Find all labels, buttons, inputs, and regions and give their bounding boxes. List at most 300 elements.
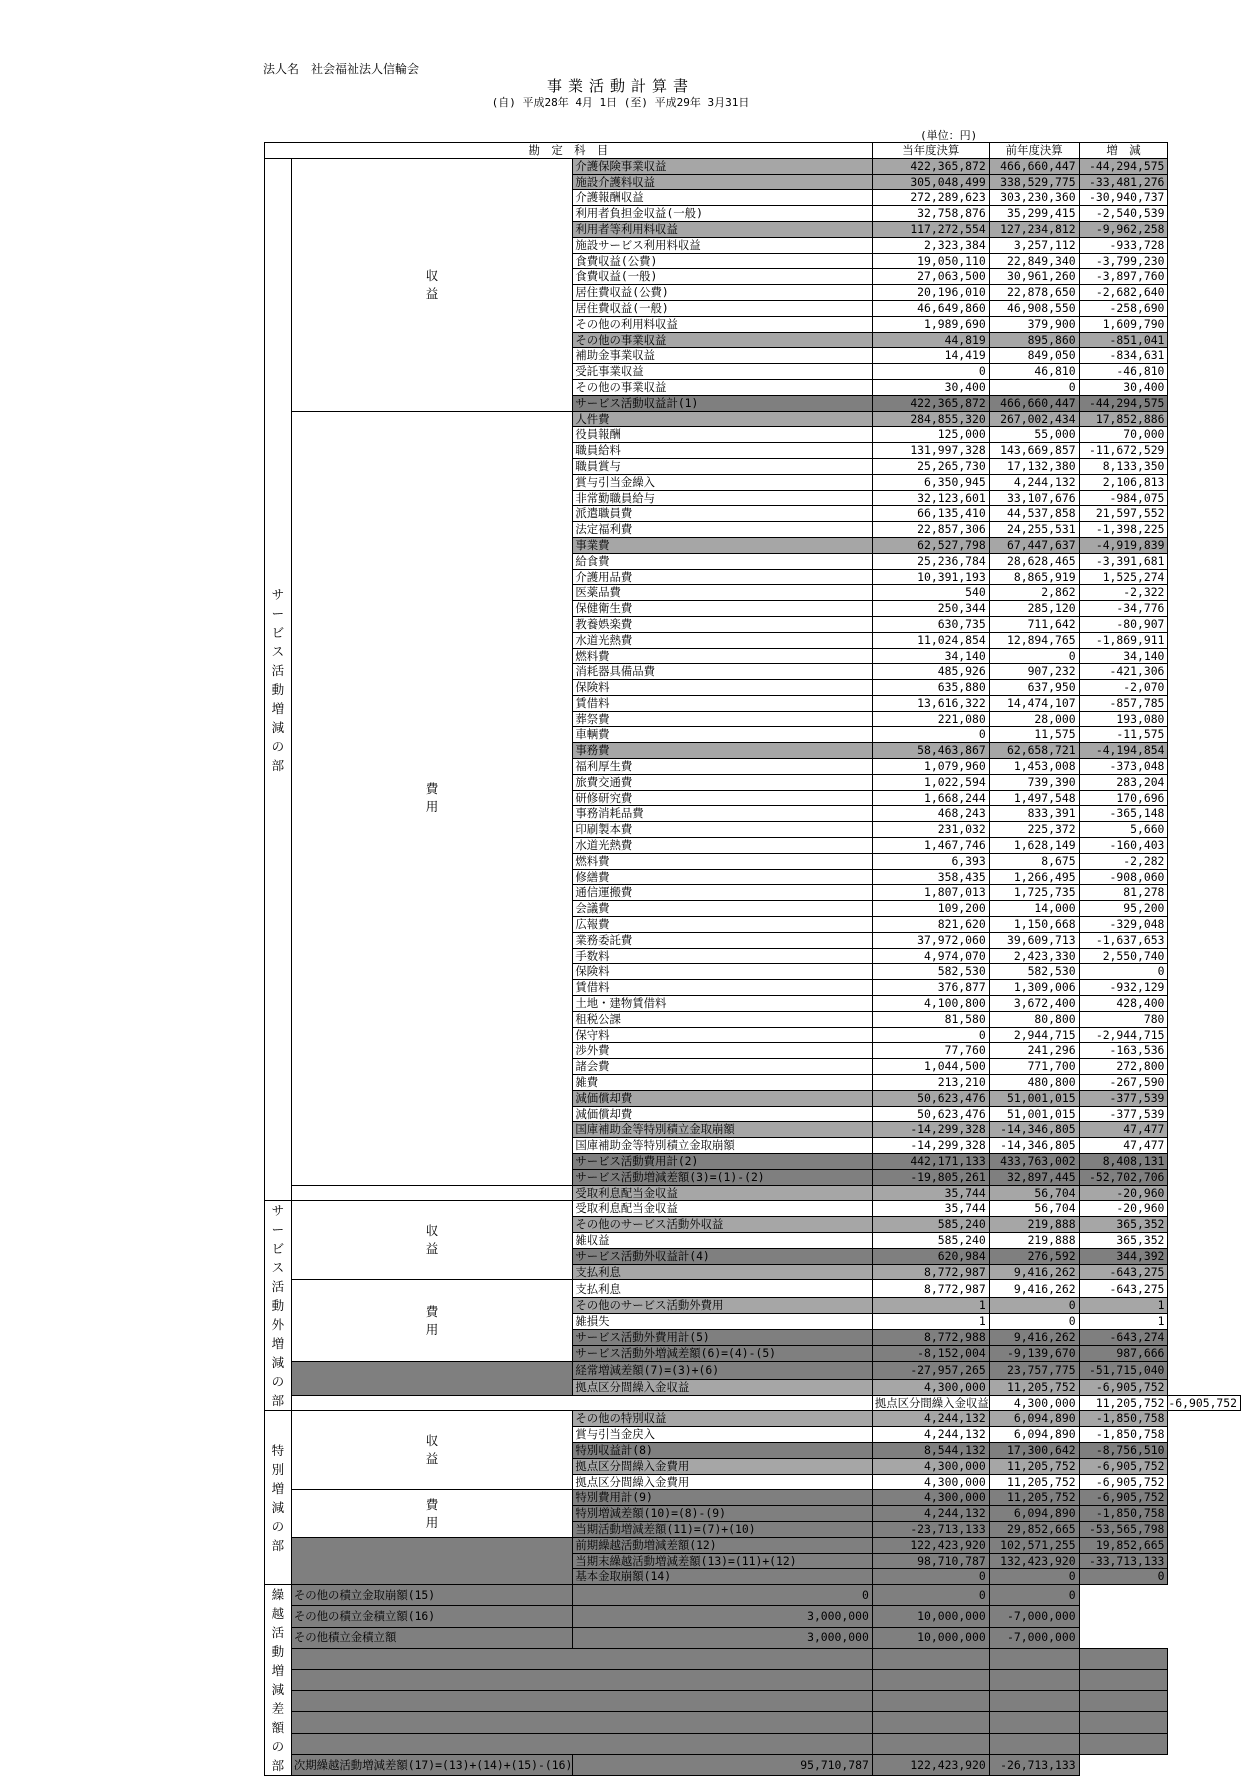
row-label: その他の積立金積立額(16)	[291, 1606, 573, 1627]
row-label: 通信運搬費	[573, 885, 873, 901]
row-label: 賃借料	[573, 980, 873, 996]
row-label: 会議費	[573, 901, 873, 917]
prior-year-amount: 225,372	[989, 822, 1079, 838]
row-label: 租税公課	[573, 1011, 873, 1027]
difference-amount: 283,204	[1079, 774, 1168, 790]
row-label: 保健衛生費	[573, 601, 873, 617]
row-label: 受取利息配当金収益	[573, 1201, 873, 1217]
prior-year-amount: 14,474,107	[989, 695, 1079, 711]
row-label: 業務委託費	[573, 932, 873, 948]
current-year-amount: 4,300,000	[872, 1379, 989, 1395]
current-year-amount: 35,744	[872, 1201, 989, 1217]
subsection-label-income: 収 益	[291, 158, 573, 411]
difference-amount: -908,060	[1079, 869, 1168, 885]
difference-amount: -377,539	[1079, 1106, 1168, 1122]
row-label: 食費収益(一般)	[573, 269, 873, 285]
difference-amount: 5,660	[1079, 822, 1168, 838]
row-label: 車輌費	[573, 727, 873, 743]
current-year-amount: 6,350,945	[872, 474, 989, 490]
current-year-amount: 131,997,328	[872, 443, 989, 459]
current-year-amount: 46,649,860	[872, 300, 989, 316]
prior-year-amount: 11,575	[989, 727, 1079, 743]
prior-year-amount: 143,669,857	[989, 443, 1079, 459]
difference-amount: -984,075	[1079, 490, 1168, 506]
difference-amount: -643,275	[1079, 1264, 1168, 1280]
difference-amount: -20,960	[1079, 1201, 1168, 1217]
current-year-amount: -27,957,265	[872, 1361, 989, 1379]
row-label: 広報費	[573, 917, 873, 933]
row-label: サービス活動外収益計(4)	[573, 1248, 873, 1264]
current-year-amount: 422,365,872	[872, 158, 989, 174]
row-label: 賞与引当金戻入	[573, 1427, 873, 1443]
row-label: 賞与引当金繰入	[573, 474, 873, 490]
column-header-current: 当年度決算	[872, 143, 989, 159]
current-year-amount: 422,365,872	[872, 395, 989, 411]
difference-amount: -857,785	[1079, 695, 1168, 711]
row-label: 事業費	[573, 537, 873, 553]
prior-year-amount: 1,266,495	[989, 869, 1079, 885]
difference-amount: -1,637,653	[1079, 932, 1168, 948]
row-label: 経常増減差額(7)=(3)+(6)	[573, 1361, 873, 1379]
difference-amount: -373,048	[1079, 759, 1168, 775]
prior-year-amount: 51,001,015	[989, 1106, 1079, 1122]
current-year-amount: -8,152,004	[872, 1345, 989, 1361]
subsection-label-income: 収 益	[291, 1201, 573, 1280]
current-year-amount: 0	[872, 1569, 989, 1585]
prior-year-amount: 338,529,775	[989, 174, 1079, 190]
difference-amount: -643,274	[1079, 1330, 1168, 1346]
prior-year-amount: 11,205,752	[989, 1490, 1079, 1506]
row-label: その他の特別収益	[573, 1411, 873, 1427]
spacer-cell	[1079, 1670, 1168, 1691]
current-year-amount: 3,000,000	[573, 1606, 873, 1627]
row-label: 介護用品費	[573, 569, 873, 585]
row-label: 給食費	[573, 553, 873, 569]
spacer-cell	[872, 1712, 989, 1733]
prior-year-amount: 267,002,434	[989, 411, 1079, 427]
spacer-cell	[872, 1733, 989, 1754]
row-label: 保険料	[573, 680, 873, 696]
row-label: 修繕費	[573, 869, 873, 885]
current-year-amount: 19,050,110	[872, 253, 989, 269]
subsection-label-expense: 費 用	[291, 1490, 573, 1537]
difference-amount: 1	[1079, 1314, 1168, 1330]
current-year-amount: 44,819	[872, 332, 989, 348]
current-year-amount: 540	[872, 585, 989, 601]
prior-year-amount: 56,704	[989, 1201, 1079, 1217]
table-row	[265, 1395, 1241, 1411]
row-label: 受託事業収益	[573, 364, 873, 380]
row-label: 拠点区分間繰入金収益	[872, 1395, 989, 1411]
current-year-amount: 821,620	[872, 917, 989, 933]
current-year-amount: 95,710,787	[573, 1754, 873, 1775]
prior-year-amount: 11,205,752	[989, 1458, 1079, 1474]
current-year-amount: 585,240	[872, 1217, 989, 1233]
prior-year-amount: 55,000	[989, 427, 1079, 443]
spacer-cell	[291, 1712, 872, 1733]
spacer-cell	[989, 1712, 1079, 1733]
document-title: 事業活動計算書	[546, 77, 694, 95]
row-label: 特別増減差額(10)=(8)-(9)	[573, 1506, 873, 1522]
current-year-amount: 8,544,132	[872, 1442, 989, 1458]
prior-year-amount: 1,725,735	[989, 885, 1079, 901]
subsection-label-income: 収 益	[291, 1411, 573, 1490]
current-year-amount: 109,200	[872, 901, 989, 917]
row-label: 保守料	[573, 1027, 873, 1043]
current-year-amount: 1,989,690	[872, 316, 989, 332]
row-label: 施設介護料収益	[573, 174, 873, 190]
difference-amount: -1,850,758	[1079, 1427, 1168, 1443]
current-year-amount: 117,272,554	[872, 221, 989, 237]
difference-amount: -163,536	[1079, 1043, 1168, 1059]
difference-amount: -329,048	[1079, 917, 1168, 933]
current-year-amount: 77,760	[872, 1043, 989, 1059]
current-year-amount: 442,171,133	[872, 1154, 989, 1170]
difference-amount: -7,000,000	[989, 1627, 1079, 1648]
difference-amount: -377,539	[1079, 1090, 1168, 1106]
activity-statement-table	[264, 142, 1241, 1776]
prior-year-amount: 46,908,550	[989, 300, 1079, 316]
table-row	[265, 1185, 1241, 1201]
difference-amount: 272,800	[1079, 1059, 1168, 1075]
prior-year-amount: 0	[989, 1298, 1079, 1314]
row-label: 特別収益計(8)	[573, 1442, 873, 1458]
current-year-amount: 4,300,000	[872, 1458, 989, 1474]
difference-amount: 365,352	[1079, 1217, 1168, 1233]
row-label: サービス活動外費用計(5)	[573, 1330, 873, 1346]
difference-amount: -30,940,737	[1079, 190, 1168, 206]
current-year-amount: 8,772,988	[872, 1330, 989, 1346]
prior-year-amount: 46,810	[989, 364, 1079, 380]
difference-amount: -2,282	[1079, 853, 1168, 869]
difference-amount: 0	[1079, 964, 1168, 980]
difference-amount: -44,294,575	[1079, 158, 1168, 174]
difference-amount: 987,666	[1079, 1345, 1168, 1361]
spacer-row	[265, 1648, 1241, 1669]
current-year-amount: 6,393	[872, 853, 989, 869]
row-label: 印刷製本費	[573, 822, 873, 838]
table-row	[265, 1754, 1241, 1775]
current-year-amount: 20,196,010	[872, 285, 989, 301]
prior-year-amount: 80,800	[989, 1011, 1079, 1027]
difference-amount: 17,852,886	[1079, 411, 1168, 427]
current-year-amount: 1,668,244	[872, 790, 989, 806]
current-year-amount: 4,300,000	[872, 1474, 989, 1490]
prior-year-amount: 849,050	[989, 348, 1079, 364]
spacer-row	[265, 1733, 1241, 1754]
row-label: 雑収益	[573, 1232, 873, 1248]
column-header-prior: 前年度決算	[989, 143, 1079, 159]
prior-year-amount: 771,700	[989, 1059, 1079, 1075]
current-year-amount: 34,140	[872, 648, 989, 664]
prior-year-amount: 35,299,415	[989, 206, 1079, 222]
current-year-amount: 62,527,798	[872, 537, 989, 553]
prior-year-amount: 102,571,255	[989, 1537, 1079, 1553]
table-row	[265, 1537, 1241, 1553]
current-year-amount: 1,807,013	[872, 885, 989, 901]
table-row	[265, 1585, 1241, 1606]
prior-year-amount: 219,888	[989, 1232, 1079, 1248]
difference-amount: -11,672,529	[1079, 443, 1168, 459]
prior-year-amount: 22,849,340	[989, 253, 1079, 269]
prior-year-amount: 907,232	[989, 664, 1079, 680]
prior-year-amount: 14,000	[989, 901, 1079, 917]
row-label: 手数料	[573, 948, 873, 964]
spacer-cell	[291, 1648, 872, 1669]
current-year-amount: 2,323,384	[872, 237, 989, 253]
prior-year-amount: 219,888	[989, 1217, 1079, 1233]
spacer-cell	[1079, 1712, 1168, 1733]
difference-amount: 170,696	[1079, 790, 1168, 806]
row-label: 支払利息	[573, 1280, 873, 1298]
prior-year-amount: 303,230,360	[989, 190, 1079, 206]
prior-year-amount: 895,860	[989, 332, 1079, 348]
row-label: 旅費交通費	[573, 774, 873, 790]
prior-year-amount: 51,001,015	[989, 1090, 1079, 1106]
difference-amount: -421,306	[1079, 664, 1168, 680]
spacer-cell	[1079, 1648, 1168, 1669]
row-label: 職員給料	[573, 443, 873, 459]
difference-amount: -4,194,854	[1079, 743, 1168, 759]
column-header-account: 勘 定 科 目	[265, 143, 873, 159]
difference-amount: -267,590	[1079, 1075, 1168, 1091]
blank-cell	[291, 1185, 573, 1201]
row-label: 葬祭費	[573, 711, 873, 727]
difference-amount: 70,000	[1079, 427, 1168, 443]
current-year-amount: 25,265,730	[872, 458, 989, 474]
difference-amount: -80,907	[1079, 616, 1168, 632]
spacer-cell	[989, 1670, 1079, 1691]
prior-year-amount: -14,346,805	[989, 1138, 1079, 1154]
prior-year-amount: 2,944,715	[989, 1027, 1079, 1043]
prior-year-amount: 466,660,447	[989, 158, 1079, 174]
prior-year-amount: 39,609,713	[989, 932, 1079, 948]
prior-year-amount: 28,628,465	[989, 553, 1079, 569]
spacer-row	[265, 1712, 1241, 1733]
current-year-amount: 358,435	[872, 869, 989, 885]
table-row	[265, 1627, 1241, 1648]
current-year-amount: 13,616,322	[872, 695, 989, 711]
table-row	[265, 1606, 1241, 1627]
row-label: 燃料費	[573, 648, 873, 664]
current-year-amount: 231,032	[872, 822, 989, 838]
prior-year-amount: 30,961,260	[989, 269, 1079, 285]
spacer-cell	[1079, 1691, 1168, 1712]
spacer-cell	[872, 1691, 989, 1712]
prior-year-amount: 33,107,676	[989, 490, 1079, 506]
prior-year-amount: 637,950	[989, 680, 1079, 696]
prior-year-amount: 1,150,668	[989, 917, 1079, 933]
row-label: 職員賞与	[573, 458, 873, 474]
difference-amount: -3,799,230	[1079, 253, 1168, 269]
difference-amount: 21,597,552	[1079, 506, 1168, 522]
current-year-amount: 250,344	[872, 601, 989, 617]
table-row	[265, 158, 1241, 174]
table-row	[265, 1201, 1241, 1217]
difference-amount: -2,070	[1079, 680, 1168, 696]
difference-amount: -643,275	[1079, 1280, 1168, 1298]
row-label: 前期繰越活動増減差額(12)	[573, 1537, 873, 1553]
row-label: 諸会費	[573, 1059, 873, 1075]
prior-year-amount: 2,862	[989, 585, 1079, 601]
difference-amount: -6,905,752	[1079, 1458, 1168, 1474]
prior-year-amount: 833,391	[989, 806, 1079, 822]
prior-year-amount: 3,257,112	[989, 237, 1079, 253]
difference-amount: -4,919,839	[1079, 537, 1168, 553]
current-year-amount: 125,000	[872, 427, 989, 443]
current-year-amount: 213,210	[872, 1075, 989, 1091]
prior-year-amount: 1,309,006	[989, 980, 1079, 996]
prior-year-amount: 4,244,132	[989, 474, 1079, 490]
prior-year-amount: 9,416,262	[989, 1330, 1079, 1346]
row-label: 水道光熱費	[573, 838, 873, 854]
current-year-amount: 50,623,476	[872, 1106, 989, 1122]
row-label: その他の事業収益	[573, 332, 873, 348]
current-year-amount: 0	[872, 727, 989, 743]
current-year-amount: 8,772,987	[872, 1280, 989, 1298]
prior-year-amount: 10,000,000	[872, 1606, 989, 1627]
difference-amount: 81,278	[1079, 885, 1168, 901]
difference-amount: 19,852,665	[1079, 1537, 1168, 1553]
difference-amount: 34,140	[1079, 648, 1168, 664]
difference-amount: 0	[1079, 1569, 1168, 1585]
prior-year-amount: 28,000	[989, 711, 1079, 727]
prior-year-amount: 62,658,721	[989, 743, 1079, 759]
spacer-row	[265, 1670, 1241, 1691]
prior-year-amount: 285,120	[989, 601, 1079, 617]
prior-year-amount: 56,704	[989, 1185, 1079, 1201]
row-label: 基本金取崩額(14)	[573, 1569, 873, 1585]
current-year-amount: -14,299,328	[872, 1138, 989, 1154]
row-label: 事務消耗品費	[573, 806, 873, 822]
row-label: その他積立金積立額	[291, 1627, 573, 1648]
difference-amount: 193,080	[1079, 711, 1168, 727]
current-year-amount: 630,735	[872, 616, 989, 632]
column-header-diff: 増 減	[1079, 143, 1168, 159]
row-label: 土地・建物賃借料	[573, 996, 873, 1012]
table-row	[265, 411, 1241, 427]
prior-year-amount: -14,346,805	[989, 1122, 1079, 1138]
current-year-amount: 30,400	[872, 379, 989, 395]
difference-amount: -33,713,133	[1079, 1553, 1168, 1569]
prior-year-amount: 11,205,752	[1079, 1395, 1168, 1411]
current-year-amount: 485,926	[872, 664, 989, 680]
current-year-amount: 32,123,601	[872, 490, 989, 506]
blank-cell	[291, 1395, 872, 1411]
current-year-amount: 272,289,623	[872, 190, 989, 206]
current-year-amount: 635,880	[872, 680, 989, 696]
current-year-amount: 0	[872, 1027, 989, 1043]
prior-year-amount: 480,800	[989, 1075, 1079, 1091]
row-label: 特別費用計(9)	[573, 1490, 873, 1506]
current-year-amount: 22,857,306	[872, 522, 989, 538]
difference-amount: 1,609,790	[1079, 316, 1168, 332]
row-label: 当期活動増減差額(11)=(7)+(10)	[573, 1521, 873, 1537]
difference-amount: 1	[1079, 1298, 1168, 1314]
prior-year-amount: 2,423,330	[989, 948, 1079, 964]
prior-year-amount: 67,447,637	[989, 537, 1079, 553]
current-year-amount: 35,744	[872, 1185, 989, 1201]
section-label-carry: 繰 越 活 動 増 減 差 額 の 部	[265, 1585, 292, 1776]
difference-amount: 8,133,350	[1079, 458, 1168, 474]
prior-year-amount: 22,878,650	[989, 285, 1079, 301]
current-year-amount: 4,300,000	[872, 1490, 989, 1506]
current-year-amount: 14,419	[872, 348, 989, 364]
prior-year-amount: 276,592	[989, 1248, 1079, 1264]
difference-amount: -1,850,758	[1079, 1411, 1168, 1427]
current-year-amount: 1,467,746	[872, 838, 989, 854]
difference-amount: 428,400	[1079, 996, 1168, 1012]
current-year-amount: 585,240	[872, 1232, 989, 1248]
current-year-amount: 582,530	[872, 964, 989, 980]
prior-year-amount: 24,255,531	[989, 522, 1079, 538]
prior-year-amount: 711,642	[989, 616, 1079, 632]
current-year-amount: 37,972,060	[872, 932, 989, 948]
row-label: 役員報酬	[573, 427, 873, 443]
row-label: 教養娯楽費	[573, 616, 873, 632]
section-label-service: サ ー ビ ス 活 動 増 減 の 部	[265, 158, 292, 1201]
difference-amount: -53,565,798	[1079, 1521, 1168, 1537]
difference-amount: -11,575	[1079, 727, 1168, 743]
row-label: その他のサービス活動外費用	[573, 1298, 873, 1314]
current-year-amount: 10,391,193	[872, 569, 989, 585]
difference-amount: -932,129	[1079, 980, 1168, 996]
difference-amount: -2,322	[1079, 585, 1168, 601]
difference-amount: -6,905,752	[1168, 1395, 1241, 1411]
current-year-amount: 376,877	[872, 980, 989, 996]
current-year-amount: -14,299,328	[872, 1122, 989, 1138]
current-year-amount: -23,713,133	[872, 1521, 989, 1537]
prior-year-amount: 1,497,548	[989, 790, 1079, 806]
prior-year-amount: 11,205,752	[989, 1474, 1079, 1490]
row-label: 介護保険事業収益	[573, 158, 873, 174]
subsection-label-expense: 費 用	[291, 411, 573, 1185]
difference-amount: -2,540,539	[1079, 206, 1168, 222]
row-label: 減価償却費	[573, 1106, 873, 1122]
prior-year-amount: -9,139,670	[989, 1345, 1079, 1361]
difference-amount: -52,702,706	[1079, 1169, 1168, 1185]
prior-year-amount: 739,390	[989, 774, 1079, 790]
row-label: 拠点区分間繰入金収益	[573, 1379, 873, 1395]
difference-amount: -3,391,681	[1079, 553, 1168, 569]
difference-amount: -1,869,911	[1079, 632, 1168, 648]
row-label: その他のサービス活動外収益	[573, 1217, 873, 1233]
row-label: 介護報酬収益	[573, 190, 873, 206]
difference-amount: 47,477	[1079, 1138, 1168, 1154]
difference-amount: -46,810	[1079, 364, 1168, 380]
prior-year-amount: 0	[872, 1585, 989, 1606]
current-year-amount: 4,244,132	[872, 1506, 989, 1522]
row-label: 支払利息	[573, 1264, 873, 1280]
difference-amount: 2,550,740	[1079, 948, 1168, 964]
spacer-row	[265, 1691, 1241, 1712]
prior-year-amount: 6,094,890	[989, 1411, 1079, 1427]
prior-year-amount: 122,423,920	[872, 1754, 989, 1775]
section-label-special: 特 別 増 減 の 部	[265, 1411, 292, 1585]
difference-amount: -933,728	[1079, 237, 1168, 253]
row-label: 研修研究費	[573, 790, 873, 806]
prior-year-amount: 127,234,812	[989, 221, 1079, 237]
row-label: 燃料費	[573, 853, 873, 869]
prior-year-amount: 12,894,765	[989, 632, 1079, 648]
difference-amount: -6,905,752	[1079, 1379, 1168, 1395]
difference-amount: 30,400	[1079, 379, 1168, 395]
difference-amount: -6,905,752	[1079, 1474, 1168, 1490]
row-label: 国庫補助金等特別積立金取崩額	[573, 1138, 873, 1154]
table-row	[265, 1280, 1241, 1298]
difference-amount: -9,962,258	[1079, 221, 1168, 237]
subsection-label-expense: 費 用	[291, 1280, 573, 1361]
